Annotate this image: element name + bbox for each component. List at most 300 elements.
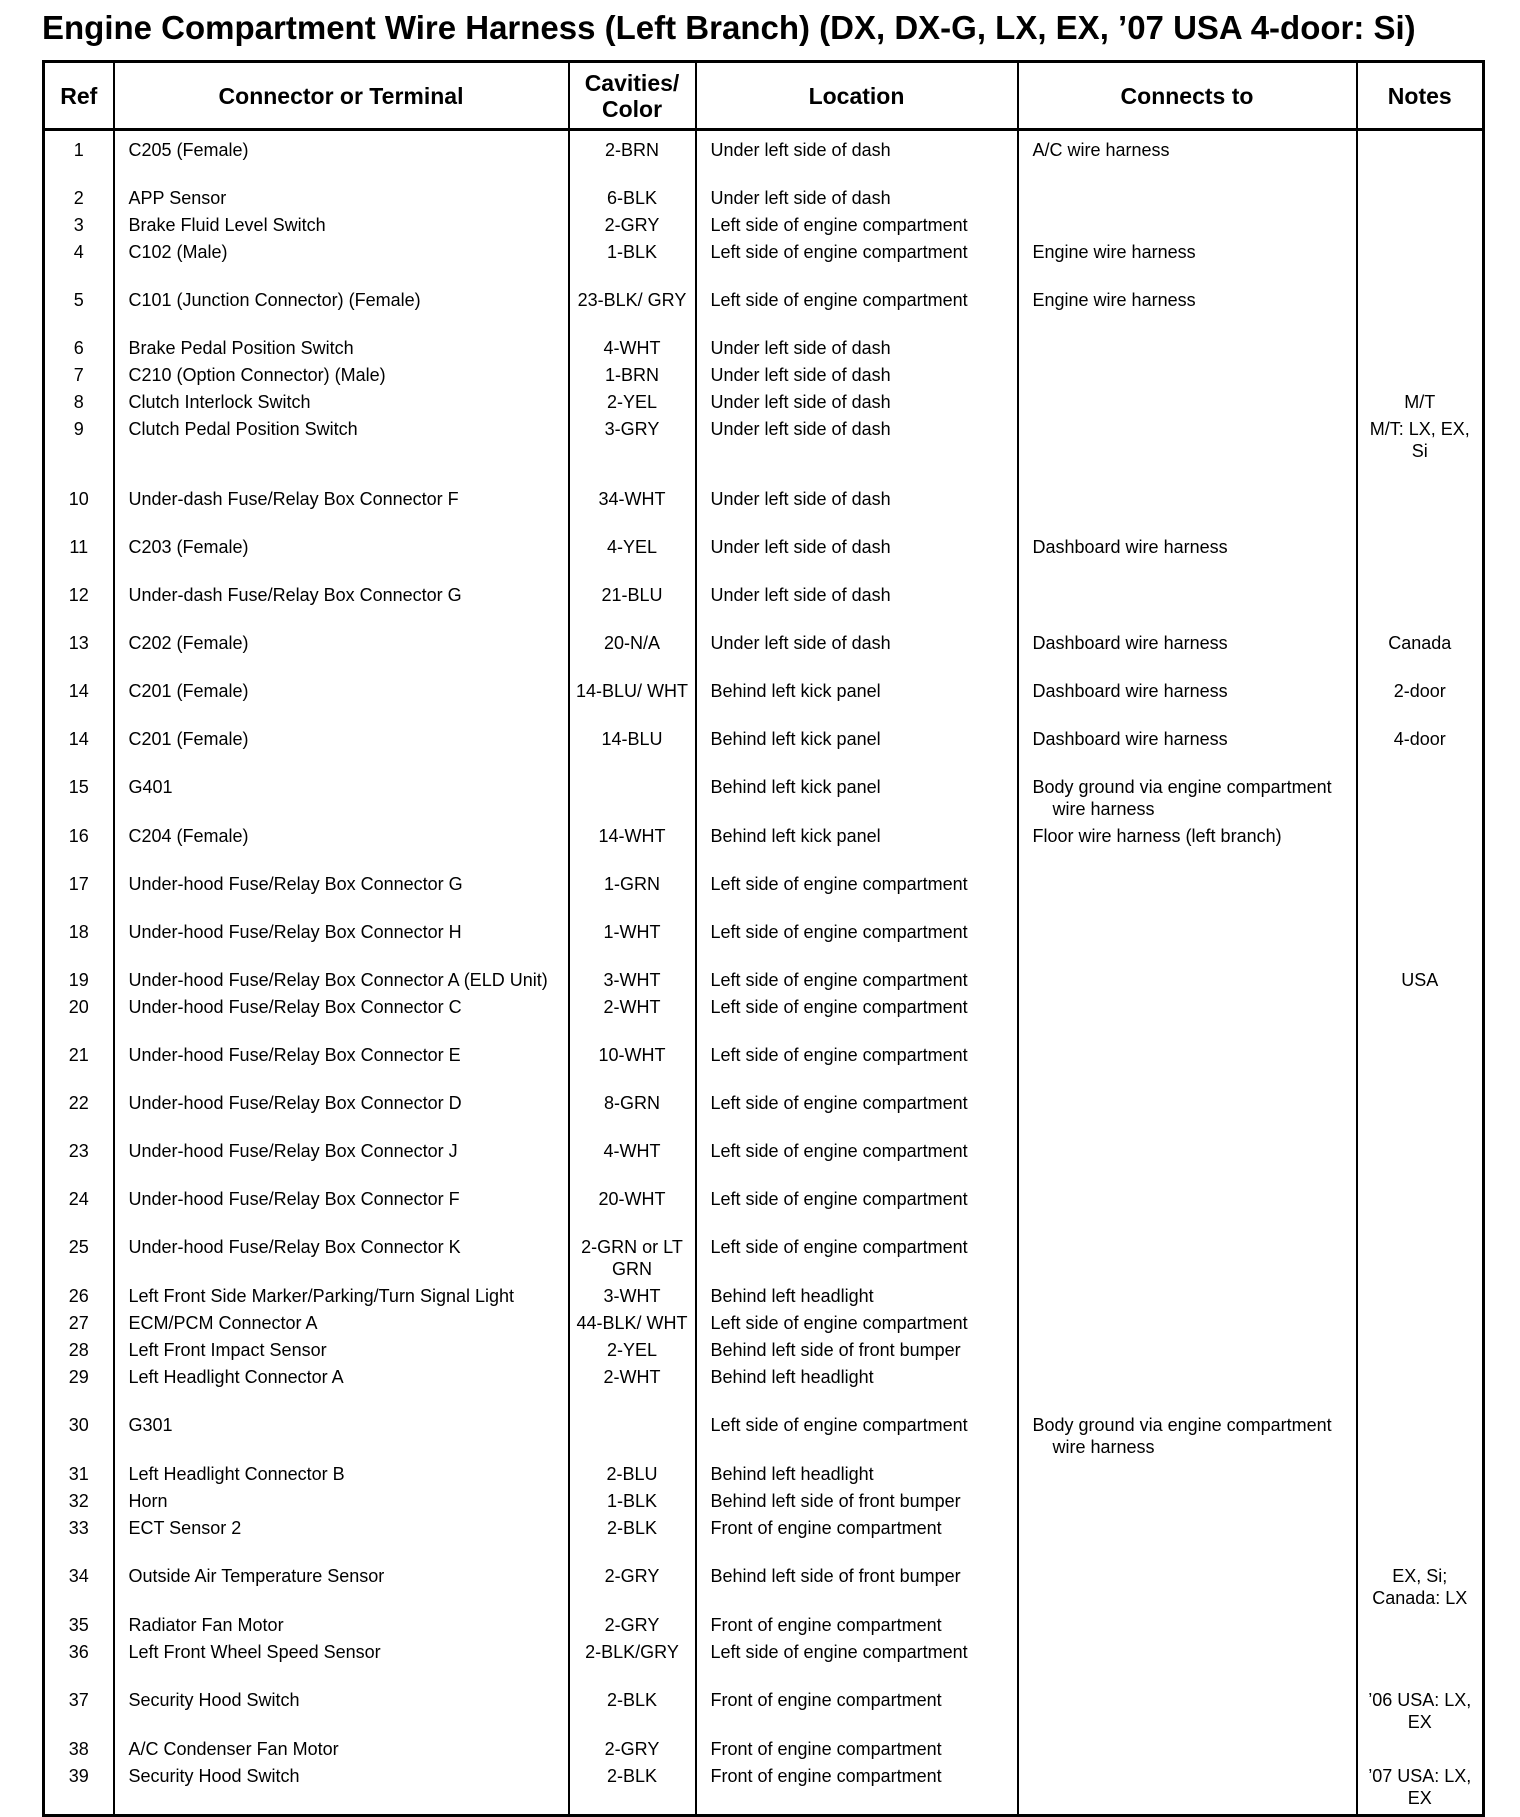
cell-location: Left side of engine compartment xyxy=(696,1140,1018,1188)
table-row xyxy=(44,337,1484,364)
cell-ref: 36 xyxy=(44,1641,114,1689)
cell-location: Behind left headlight xyxy=(696,1463,1018,1490)
table-row xyxy=(44,1689,1484,1738)
cell-location: Under left side of dash xyxy=(696,584,1018,632)
cell-connector xyxy=(114,1689,569,1738)
cell-cavities: 2-GRY xyxy=(569,214,696,241)
cell-location: Behind left kick panel xyxy=(696,680,1018,728)
cell-cavities: 2-YEL xyxy=(569,391,696,418)
cell-ref: 9 xyxy=(44,418,114,488)
cell-connects-to-text: Body ground via engine compartment wire harness xyxy=(1032,1415,1332,1457)
cell-location: Front of engine compartment xyxy=(696,1517,1018,1565)
table-row xyxy=(44,187,1484,214)
cell-cavities: 4-WHT xyxy=(569,337,696,364)
cell-connector xyxy=(114,1285,569,1312)
cell-notes xyxy=(1357,1614,1484,1641)
cell-ref: 32 xyxy=(44,1490,114,1517)
cell-notes xyxy=(1357,1044,1484,1092)
cell-ref: 16 xyxy=(44,825,114,873)
cell-location: Under left side of dash xyxy=(696,488,1018,536)
cell-connects-to xyxy=(1018,632,1357,680)
cell-connector-text: Security Hood Switch xyxy=(128,1690,300,1710)
cell-connector-text: Under-dash Fuse/Relay Box Connector F xyxy=(128,489,459,509)
cell-connects-to-text: Body ground via engine compartment wire harness xyxy=(1032,777,1332,819)
cell-location: Left side of engine compartment xyxy=(696,214,1018,241)
cell-connects-to xyxy=(1018,1092,1357,1140)
cell-connector-text: Under-hood Fuse/Relay Box Connector H xyxy=(128,922,462,942)
table-row xyxy=(44,1092,1484,1140)
cell-connects-to xyxy=(1018,1565,1357,1614)
cell-connector-text: G401 xyxy=(128,777,173,797)
cell-notes xyxy=(1357,584,1484,632)
cell-ref: 26 xyxy=(44,1285,114,1312)
table-row xyxy=(44,728,1484,776)
cell-connector-text: Under-hood Fuse/Relay Box Connector F xyxy=(128,1189,460,1209)
cell-notes xyxy=(1357,1140,1484,1188)
cell-connector-text: Clutch Pedal Position Switch xyxy=(128,419,358,439)
cell-location: Front of engine compartment xyxy=(696,1689,1018,1738)
cell-location: Left side of engine compartment xyxy=(696,1044,1018,1092)
cell-connector-text: Outside Air Temperature Sensor xyxy=(128,1566,385,1586)
cell-notes xyxy=(1357,1490,1484,1517)
cell-connects-to xyxy=(1018,1339,1357,1366)
cell-notes xyxy=(1357,1366,1484,1414)
table-row xyxy=(44,996,1484,1044)
cell-connector xyxy=(114,391,569,418)
cell-connects-to xyxy=(1018,1236,1357,1285)
cell-connects-to xyxy=(1018,418,1357,488)
table-row xyxy=(44,1312,1484,1339)
cell-location: Under left side of dash xyxy=(696,337,1018,364)
cell-notes xyxy=(1357,996,1484,1044)
cell-connects-to xyxy=(1018,1641,1357,1689)
cell-cavities: 34-WHT xyxy=(569,488,696,536)
cell-location: Left side of engine compartment xyxy=(696,996,1018,1044)
cell-connector-text: ECT Sensor 2 xyxy=(128,1518,242,1538)
cell-ref: 30 xyxy=(44,1414,114,1463)
cell-notes xyxy=(1357,1463,1484,1490)
cell-ref: 20 xyxy=(44,996,114,1044)
cell-connects-to xyxy=(1018,241,1357,289)
cell-cavities: 2-GRY xyxy=(569,1565,696,1614)
cell-connects-to xyxy=(1018,1414,1357,1463)
cell-location: Left side of engine compartment xyxy=(696,1092,1018,1140)
table-row xyxy=(44,1614,1484,1641)
header-connects-to: Connects to xyxy=(1018,62,1357,130)
cell-connector xyxy=(114,1312,569,1339)
cell-location: Behind left kick panel xyxy=(696,776,1018,825)
cell-notes xyxy=(1357,1414,1484,1463)
cell-cavities: 2-GRY xyxy=(569,1614,696,1641)
cell-location: Behind left side of front bumper xyxy=(696,1339,1018,1366)
cell-notes xyxy=(1357,130,1484,188)
cell-location: Left side of engine compartment xyxy=(696,921,1018,969)
cell-connects-to xyxy=(1018,584,1357,632)
cell-location: Left side of engine compartment xyxy=(696,969,1018,996)
cell-connector-text: Clutch Interlock Switch xyxy=(128,392,311,412)
cell-ref: 21 xyxy=(44,1044,114,1092)
cell-connects-to xyxy=(1018,364,1357,391)
cell-connector xyxy=(114,337,569,364)
cell-connector xyxy=(114,1188,569,1236)
cell-ref: 5 xyxy=(44,289,114,337)
cell-ref: 19 xyxy=(44,969,114,996)
header-connector: Connector or Terminal xyxy=(114,62,569,130)
cell-cavities: 3-WHT xyxy=(569,969,696,996)
cell-cavities: 2-GRY xyxy=(569,1738,696,1765)
connector-table xyxy=(42,60,1485,1817)
cell-connector-text: Left Front Side Marker/Parking/Turn Signal Light xyxy=(128,1286,515,1306)
cell-cavities: 6-BLK xyxy=(569,187,696,214)
cell-notes xyxy=(1357,187,1484,214)
cell-notes xyxy=(1357,1312,1484,1339)
cell-location: Under left side of dash xyxy=(696,130,1018,188)
cell-location: Behind left headlight xyxy=(696,1366,1018,1414)
cell-connector xyxy=(114,536,569,584)
cell-cavities: 2-BLK xyxy=(569,1689,696,1738)
table-row xyxy=(44,1565,1484,1614)
cell-ref: 33 xyxy=(44,1517,114,1565)
cell-connector-text: C201 (Female) xyxy=(128,729,249,749)
cell-ref: 1 xyxy=(44,130,114,188)
cell-ref: 6 xyxy=(44,337,114,364)
cell-ref: 12 xyxy=(44,584,114,632)
cell-cavities: 8-GRN xyxy=(569,1092,696,1140)
cell-connector xyxy=(114,1366,569,1414)
cell-connects-to xyxy=(1018,825,1357,873)
cell-ref: 37 xyxy=(44,1689,114,1738)
cell-connects-to-text: A/C wire harness xyxy=(1032,140,1170,160)
cell-connector-text: G301 xyxy=(128,1415,173,1435)
cell-notes: Canada xyxy=(1357,632,1484,680)
cell-connects-to xyxy=(1018,488,1357,536)
cell-notes: ’07 USA: LX, EX xyxy=(1357,1765,1484,1816)
cell-cavities: 2-BLU xyxy=(569,1463,696,1490)
cell-connector xyxy=(114,825,569,873)
cell-notes xyxy=(1357,1285,1484,1312)
cell-connects-to xyxy=(1018,289,1357,337)
cell-notes xyxy=(1357,1641,1484,1689)
cell-connector xyxy=(114,418,569,488)
cell-location: Under left side of dash xyxy=(696,187,1018,214)
cell-connects-to xyxy=(1018,776,1357,825)
cell-connector xyxy=(114,1044,569,1092)
cell-connects-to xyxy=(1018,873,1357,921)
cell-ref: 3 xyxy=(44,214,114,241)
cell-connector-text: ECM/PCM Connector A xyxy=(128,1313,318,1333)
cell-connects-to xyxy=(1018,1366,1357,1414)
cell-notes: ’06 USA: LX, EX xyxy=(1357,1689,1484,1738)
cell-connector xyxy=(114,1339,569,1366)
cell-connector-text: C101 (Junction Connector) (Female) xyxy=(128,290,421,310)
cell-connector xyxy=(114,1641,569,1689)
table-row xyxy=(44,214,1484,241)
cell-connector-text: Radiator Fan Motor xyxy=(128,1615,284,1635)
cell-connector xyxy=(114,488,569,536)
cell-location: Left side of engine compartment xyxy=(696,873,1018,921)
table-row xyxy=(44,130,1484,188)
cell-notes xyxy=(1357,921,1484,969)
cell-connects-to-text: Dashboard wire harness xyxy=(1032,633,1228,653)
cell-notes xyxy=(1357,536,1484,584)
cell-connector xyxy=(114,680,569,728)
cell-notes: EX, Si; Canada: LX xyxy=(1357,1565,1484,1614)
cell-connector xyxy=(114,1414,569,1463)
cell-connector xyxy=(114,1517,569,1565)
cell-ref: 14 xyxy=(44,728,114,776)
table-row xyxy=(44,632,1484,680)
cell-connects-to xyxy=(1018,1490,1357,1517)
table-row xyxy=(44,1490,1484,1517)
table-row xyxy=(44,1517,1484,1565)
cell-location: Left side of engine compartment xyxy=(696,289,1018,337)
cell-ref: 13 xyxy=(44,632,114,680)
cell-connector xyxy=(114,632,569,680)
table-row xyxy=(44,364,1484,391)
cell-cavities: 2-BLK/GRY xyxy=(569,1641,696,1689)
cell-notes xyxy=(1357,776,1484,825)
cell-cavities: 14-WHT xyxy=(569,825,696,873)
cell-connector-text: Under-hood Fuse/Relay Box Connector G xyxy=(128,874,463,894)
cell-connects-to xyxy=(1018,1689,1357,1738)
cell-notes: M/T: LX, EX, Si xyxy=(1357,418,1484,488)
table-row xyxy=(44,921,1484,969)
cell-ref: 38 xyxy=(44,1738,114,1765)
cell-connector xyxy=(114,241,569,289)
table-row xyxy=(44,391,1484,418)
cell-connects-to xyxy=(1018,130,1357,188)
cell-notes: M/T xyxy=(1357,391,1484,418)
cell-connector xyxy=(114,1738,569,1765)
header-ref: Ref xyxy=(44,62,114,130)
cell-notes xyxy=(1357,337,1484,364)
cell-connector-text: Under-hood Fuse/Relay Box Connector K xyxy=(128,1237,461,1257)
cell-location: Front of engine compartment xyxy=(696,1765,1018,1816)
cell-location: Under left side of dash xyxy=(696,364,1018,391)
table-row xyxy=(44,1140,1484,1188)
cell-connects-to xyxy=(1018,1463,1357,1490)
cell-location: Left side of engine compartment xyxy=(696,241,1018,289)
cell-connector xyxy=(114,1765,569,1816)
cell-connects-to xyxy=(1018,1517,1357,1565)
cell-connector-text: Under-hood Fuse/Relay Box Connector A (ELD Unit) xyxy=(128,970,548,990)
cell-connector xyxy=(114,289,569,337)
table-row xyxy=(44,584,1484,632)
cell-connects-to xyxy=(1018,1614,1357,1641)
table-row xyxy=(44,1765,1484,1816)
cell-connector-text: C205 (Female) xyxy=(128,140,249,160)
cell-location: Behind left side of front bumper xyxy=(696,1565,1018,1614)
cell-connects-to xyxy=(1018,1738,1357,1765)
table-row xyxy=(44,1236,1484,1285)
cell-notes xyxy=(1357,214,1484,241)
cell-notes: 4-door xyxy=(1357,728,1484,776)
cell-location: Under left side of dash xyxy=(696,391,1018,418)
cell-cavities xyxy=(569,776,696,825)
cell-connector-text: Under-hood Fuse/Relay Box Connector C xyxy=(128,997,462,1017)
cell-connector-text: Brake Fluid Level Switch xyxy=(128,215,326,235)
cell-cavities xyxy=(569,1414,696,1463)
cell-connector-text: C210 (Option Connector) (Male) xyxy=(128,365,386,385)
table-row xyxy=(44,418,1484,488)
cell-connects-to-text: Dashboard wire harness xyxy=(1032,681,1228,701)
cell-notes xyxy=(1357,1738,1484,1765)
cell-connector xyxy=(114,969,569,996)
cell-notes xyxy=(1357,825,1484,873)
cell-connector xyxy=(114,921,569,969)
cell-ref: 28 xyxy=(44,1339,114,1366)
cell-location: Behind left headlight xyxy=(696,1285,1018,1312)
cell-cavities: 1-BRN xyxy=(569,364,696,391)
cell-ref: 29 xyxy=(44,1366,114,1414)
cell-notes xyxy=(1357,1236,1484,1285)
cell-notes xyxy=(1357,1188,1484,1236)
cell-cavities: 2-GRN or LT GRN xyxy=(569,1236,696,1285)
cell-ref: 11 xyxy=(44,536,114,584)
cell-connects-to xyxy=(1018,1188,1357,1236)
cell-connector-text: Under-dash Fuse/Relay Box Connector G xyxy=(128,585,462,605)
cell-ref: 18 xyxy=(44,921,114,969)
cell-cavities: 4-YEL xyxy=(569,536,696,584)
cell-cavities: 2-BLK xyxy=(569,1765,696,1816)
cell-location: Front of engine compartment xyxy=(696,1614,1018,1641)
table-row xyxy=(44,1641,1484,1689)
cell-connects-to-text: Engine wire harness xyxy=(1032,290,1196,310)
cell-location: Behind left kick panel xyxy=(696,728,1018,776)
table-row xyxy=(44,1285,1484,1312)
cell-connects-to xyxy=(1018,337,1357,364)
cell-connector xyxy=(114,1092,569,1140)
header-notes: Notes xyxy=(1357,62,1484,130)
table-row xyxy=(44,241,1484,289)
cell-connects-to xyxy=(1018,728,1357,776)
cell-connects-to xyxy=(1018,391,1357,418)
cell-ref: 39 xyxy=(44,1765,114,1816)
table-row xyxy=(44,488,1484,536)
cell-ref: 34 xyxy=(44,1565,114,1614)
table-row xyxy=(44,1188,1484,1236)
table-row xyxy=(44,825,1484,873)
cell-connector xyxy=(114,1236,569,1285)
cell-ref: 35 xyxy=(44,1614,114,1641)
cell-notes: 2-door xyxy=(1357,680,1484,728)
cell-connector xyxy=(114,214,569,241)
cell-cavities: 1-WHT xyxy=(569,921,696,969)
page-title: Engine Compartment Wire Harness (Left Branch) (DX, DX-G, LX, EX, ’07 USA 4-door: Si) xyxy=(42,9,1416,46)
cell-ref: 15 xyxy=(44,776,114,825)
cell-connects-to xyxy=(1018,969,1357,996)
cell-connects-to xyxy=(1018,996,1357,1044)
cell-cavities: 23-BLK/ GRY xyxy=(569,289,696,337)
cell-cavities: 1-GRN xyxy=(569,873,696,921)
table-row xyxy=(44,680,1484,728)
table-row xyxy=(44,969,1484,996)
table-row xyxy=(44,776,1484,825)
cell-location: Left side of engine compartment xyxy=(696,1414,1018,1463)
cell-location: Left side of engine compartment xyxy=(696,1188,1018,1236)
cell-ref: 2 xyxy=(44,187,114,214)
cell-connector-text: Under-hood Fuse/Relay Box Connector J xyxy=(128,1141,458,1161)
cell-notes xyxy=(1357,488,1484,536)
cell-location: Behind left kick panel xyxy=(696,825,1018,873)
table-row xyxy=(44,289,1484,337)
cell-ref: 17 xyxy=(44,873,114,921)
cell-connects-to-text: Engine wire harness xyxy=(1032,242,1196,262)
cell-connector-text: APP Sensor xyxy=(128,188,227,208)
cell-connector-text: Left Front Impact Sensor xyxy=(128,1340,327,1360)
cell-ref: 31 xyxy=(44,1463,114,1490)
cell-connector-text: C102 (Male) xyxy=(128,242,228,262)
cell-cavities: 20-N/A xyxy=(569,632,696,680)
cell-connects-to xyxy=(1018,680,1357,728)
cell-connects-to xyxy=(1018,1285,1357,1312)
cell-notes xyxy=(1357,289,1484,337)
cell-connector xyxy=(114,1140,569,1188)
cell-cavities: 2-WHT xyxy=(569,1366,696,1414)
cell-notes xyxy=(1357,873,1484,921)
cell-connector-text: Under-hood Fuse/Relay Box Connector E xyxy=(128,1045,461,1065)
cell-connector-text: C203 (Female) xyxy=(128,537,249,557)
cell-ref: 14 xyxy=(44,680,114,728)
cell-connector xyxy=(114,364,569,391)
cell-ref: 24 xyxy=(44,1188,114,1236)
connector-table-container xyxy=(42,60,1482,1817)
cell-ref: 4 xyxy=(44,241,114,289)
cell-ref: 27 xyxy=(44,1312,114,1339)
table-body xyxy=(44,130,1484,1816)
header-cavities: Cavities/ Color xyxy=(569,62,696,130)
cell-cavities: 1-BLK xyxy=(569,1490,696,1517)
cell-connects-to xyxy=(1018,536,1357,584)
table-row xyxy=(44,873,1484,921)
cell-connects-to-text: Floor wire harness (left branch) xyxy=(1032,826,1282,846)
cell-connects-to xyxy=(1018,1312,1357,1339)
table-row xyxy=(44,1414,1484,1463)
cell-connects-to xyxy=(1018,921,1357,969)
cell-notes xyxy=(1357,1517,1484,1565)
cell-connector xyxy=(114,776,569,825)
cell-location: Behind left side of front bumper xyxy=(696,1490,1018,1517)
table-row xyxy=(44,1738,1484,1765)
cell-connector xyxy=(114,130,569,188)
cell-connector-text: Horn xyxy=(128,1491,168,1511)
cell-notes xyxy=(1357,1339,1484,1366)
cell-cavities: 14-BLU/ WHT xyxy=(569,680,696,728)
cell-cavities: 14-BLU xyxy=(569,728,696,776)
cell-ref: 7 xyxy=(44,364,114,391)
cell-connector xyxy=(114,1490,569,1517)
table-row xyxy=(44,536,1484,584)
cell-cavities: 44-BLK/ WHT xyxy=(569,1312,696,1339)
cell-connects-to xyxy=(1018,187,1357,214)
cell-connects-to xyxy=(1018,1765,1357,1816)
cell-location: Under left side of dash xyxy=(696,418,1018,488)
cell-location: Under left side of dash xyxy=(696,632,1018,680)
table-row xyxy=(44,1463,1484,1490)
cell-connector-text: Left Headlight Connector A xyxy=(128,1367,344,1387)
cell-location: Left side of engine compartment xyxy=(696,1312,1018,1339)
cell-ref: 22 xyxy=(44,1092,114,1140)
cell-connector xyxy=(114,996,569,1044)
cell-notes xyxy=(1357,364,1484,391)
cell-connector xyxy=(114,1565,569,1614)
cell-connector-text: Left Front Wheel Speed Sensor xyxy=(128,1642,381,1662)
cell-connector-text: C201 (Female) xyxy=(128,681,249,701)
cell-cavities: 10-WHT xyxy=(569,1044,696,1092)
cell-cavities: 3-WHT xyxy=(569,1285,696,1312)
cell-cavities: 2-BLK xyxy=(569,1517,696,1565)
cell-cavities: 20-WHT xyxy=(569,1188,696,1236)
